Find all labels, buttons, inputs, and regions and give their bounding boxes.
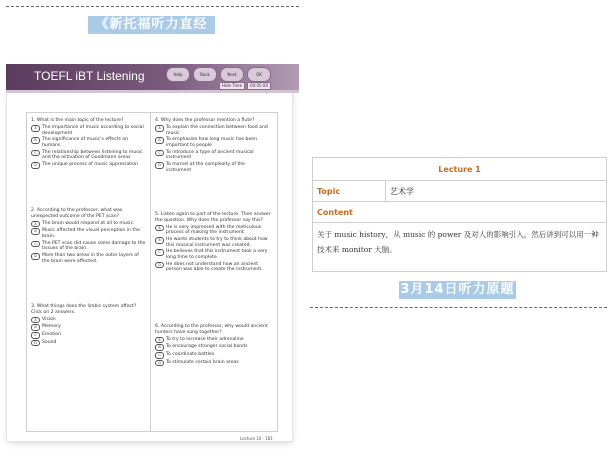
toefl-header-title: TOEFL iBT Listening: [34, 69, 145, 83]
question-text: 2. According to the professor, what was unexpected outcome of the PET scan?: [31, 208, 123, 219]
option-marker[interactable]: D: [31, 253, 40, 260]
top-divider: [6, 6, 299, 7]
option-text: He wants students to try to think about how this musical instrument was created.: [166, 237, 268, 248]
answer-option[interactable]: [31, 317, 147, 324]
option-text: To try to increase their adrenaline: [166, 336, 244, 342]
answer-option[interactable]: [155, 150, 271, 161]
next-button[interactable]: Next: [220, 67, 244, 82]
question-text: 1. What is the main topic of the lecture?: [31, 118, 124, 123]
answer-option[interactable]: [31, 324, 147, 331]
content-text: 关于 music history，从 music 的 power 及对人的影响引入，然后讲到可以用一种技术来 monitor 大脑。: [313, 223, 607, 272]
option-marker[interactable]: B: [155, 344, 164, 351]
option-text: To encourage stronger social bonds: [166, 344, 248, 350]
option-text: More than two areas in the outer layers of the brain were affected.: [42, 253, 139, 264]
question: [31, 118, 147, 170]
option-text: The importance of music according to social development: [42, 125, 144, 136]
answer-option[interactable]: [155, 360, 271, 367]
answer-option[interactable]: [31, 137, 147, 148]
option-marker[interactable]: B: [155, 137, 164, 144]
option-text: Sound: [42, 339, 57, 345]
column-divider: [150, 113, 151, 431]
option-marker[interactable]: C: [31, 241, 40, 248]
option-marker[interactable]: B: [31, 137, 40, 144]
help-button[interactable]: Help: [166, 67, 190, 82]
question: [155, 324, 271, 367]
answer-option[interactable]: [155, 344, 271, 351]
option-marker[interactable]: C: [155, 150, 164, 157]
answer-option[interactable]: [155, 125, 271, 136]
answer-option[interactable]: [155, 225, 271, 236]
answer-option[interactable]: [155, 249, 271, 260]
toefl-header-small: [219, 82, 271, 90]
answer-option[interactable]: [155, 337, 271, 344]
option-text: Emotion: [42, 332, 61, 338]
option-marker[interactable]: D: [155, 262, 164, 269]
option-marker[interactable]: A: [31, 317, 40, 324]
answer-option[interactable]: [31, 221, 147, 228]
answer-option[interactable]: [31, 340, 147, 347]
option-marker[interactable]: D: [155, 360, 164, 367]
option-marker[interactable]: C: [31, 332, 40, 339]
answer-option[interactable]: [155, 237, 271, 248]
option-text: The brain would respond at all to music.: [42, 220, 135, 226]
content-label: Content: [313, 202, 607, 223]
option-text: He believes that this instrument took a very long time to complete.: [166, 249, 268, 261]
option-marker[interactable]: B: [31, 228, 40, 235]
option-text: To coordinate battles: [166, 352, 215, 358]
question-panel: [26, 112, 278, 432]
option-text: The PET scan did cause some damage to the tissues of the brain.: [42, 240, 146, 252]
option-marker[interactable]: A: [155, 337, 164, 344]
answer-option[interactable]: [31, 150, 147, 161]
option-text: To explain the connection between food and music: [166, 125, 268, 136]
option-marker[interactable]: A: [31, 125, 40, 132]
option-marker[interactable]: B: [31, 324, 40, 331]
question: [31, 208, 147, 266]
question-text: 6. According to the professor, why would ancient hunters have sung together?: [155, 324, 268, 335]
option-text: The relationship between listening to music and the activation of Goodmann areas: [42, 149, 143, 161]
answer-option[interactable]: [31, 125, 147, 136]
option-text: The significance of music's effects on humans: [42, 137, 129, 149]
book-title: 《新托福听力直经5》: [88, 16, 215, 34]
answer-option[interactable]: [31, 332, 147, 339]
option-marker[interactable]: D: [155, 162, 164, 169]
option-text: The unique process of music appreciation: [42, 162, 138, 168]
option-text: Vision: [42, 316, 56, 322]
option-marker[interactable]: C: [155, 249, 164, 256]
answer-option[interactable]: [31, 228, 147, 239]
topic-value: 艺术学: [386, 181, 607, 202]
lecture-heading: Lecture 1: [313, 158, 607, 181]
exam-date-title: 3月14日听力原题: [400, 282, 515, 297]
question: [31, 304, 147, 347]
answer-option[interactable]: [155, 262, 271, 273]
page-footer: Lecture 10 · 181: [240, 436, 273, 441]
timer-display: 00:05:00: [247, 82, 271, 90]
right-divider: [310, 307, 607, 308]
option-marker[interactable]: A: [155, 125, 164, 132]
option-marker[interactable]: A: [31, 221, 40, 228]
toefl-header-buttons: [166, 67, 271, 82]
question: [155, 212, 271, 274]
question-text: 3. What things does the limbic system affect? Click on 2 answers.: [31, 304, 137, 315]
option-marker[interactable]: C: [31, 150, 40, 157]
answer-option[interactable]: [155, 352, 271, 359]
option-marker[interactable]: D: [31, 340, 40, 347]
answer-option[interactable]: [155, 137, 271, 148]
answer-option[interactable]: [31, 162, 147, 169]
ok-button[interactable]: OK: [247, 67, 271, 82]
lecture-table: [312, 157, 607, 272]
option-text: To marvel at the complexity of the instrument: [166, 162, 245, 173]
option-text: He is very impressed with the meticulous process of making the instrument.: [166, 224, 262, 236]
question: [155, 118, 271, 175]
answer-option[interactable]: [155, 162, 271, 173]
option-marker[interactable]: C: [155, 352, 164, 359]
option-text: To emphasize how long music has been important to people: [166, 137, 258, 149]
answer-option[interactable]: [31, 253, 147, 264]
topic-label: Topic: [313, 181, 386, 202]
option-marker[interactable]: D: [31, 162, 40, 169]
option-text: Memory: [42, 324, 61, 330]
toefl-header: [6, 64, 299, 93]
option-marker[interactable]: A: [155, 225, 164, 232]
option-text: He does not understand how an ancient person was able to create the instrument.: [166, 261, 263, 273]
option-marker[interactable]: B: [155, 237, 164, 244]
answer-option[interactable]: [31, 241, 147, 252]
option-text: To stimulate certain brain areas: [166, 359, 239, 365]
question-text: 5. Listen again to part of the lecture. Then answer the question. Why does the professor say this?: [155, 212, 271, 223]
question-text: 4. Why does the professor mention a flute?: [155, 118, 255, 123]
option-text: To introduce a type of ancient musical instrument: [166, 149, 254, 161]
back-button[interactable]: Back: [193, 67, 217, 82]
option-text: Music affected the visual perception in the brain.: [42, 228, 140, 239]
hide-time-button[interactable]: Hide Time: [219, 82, 245, 90]
